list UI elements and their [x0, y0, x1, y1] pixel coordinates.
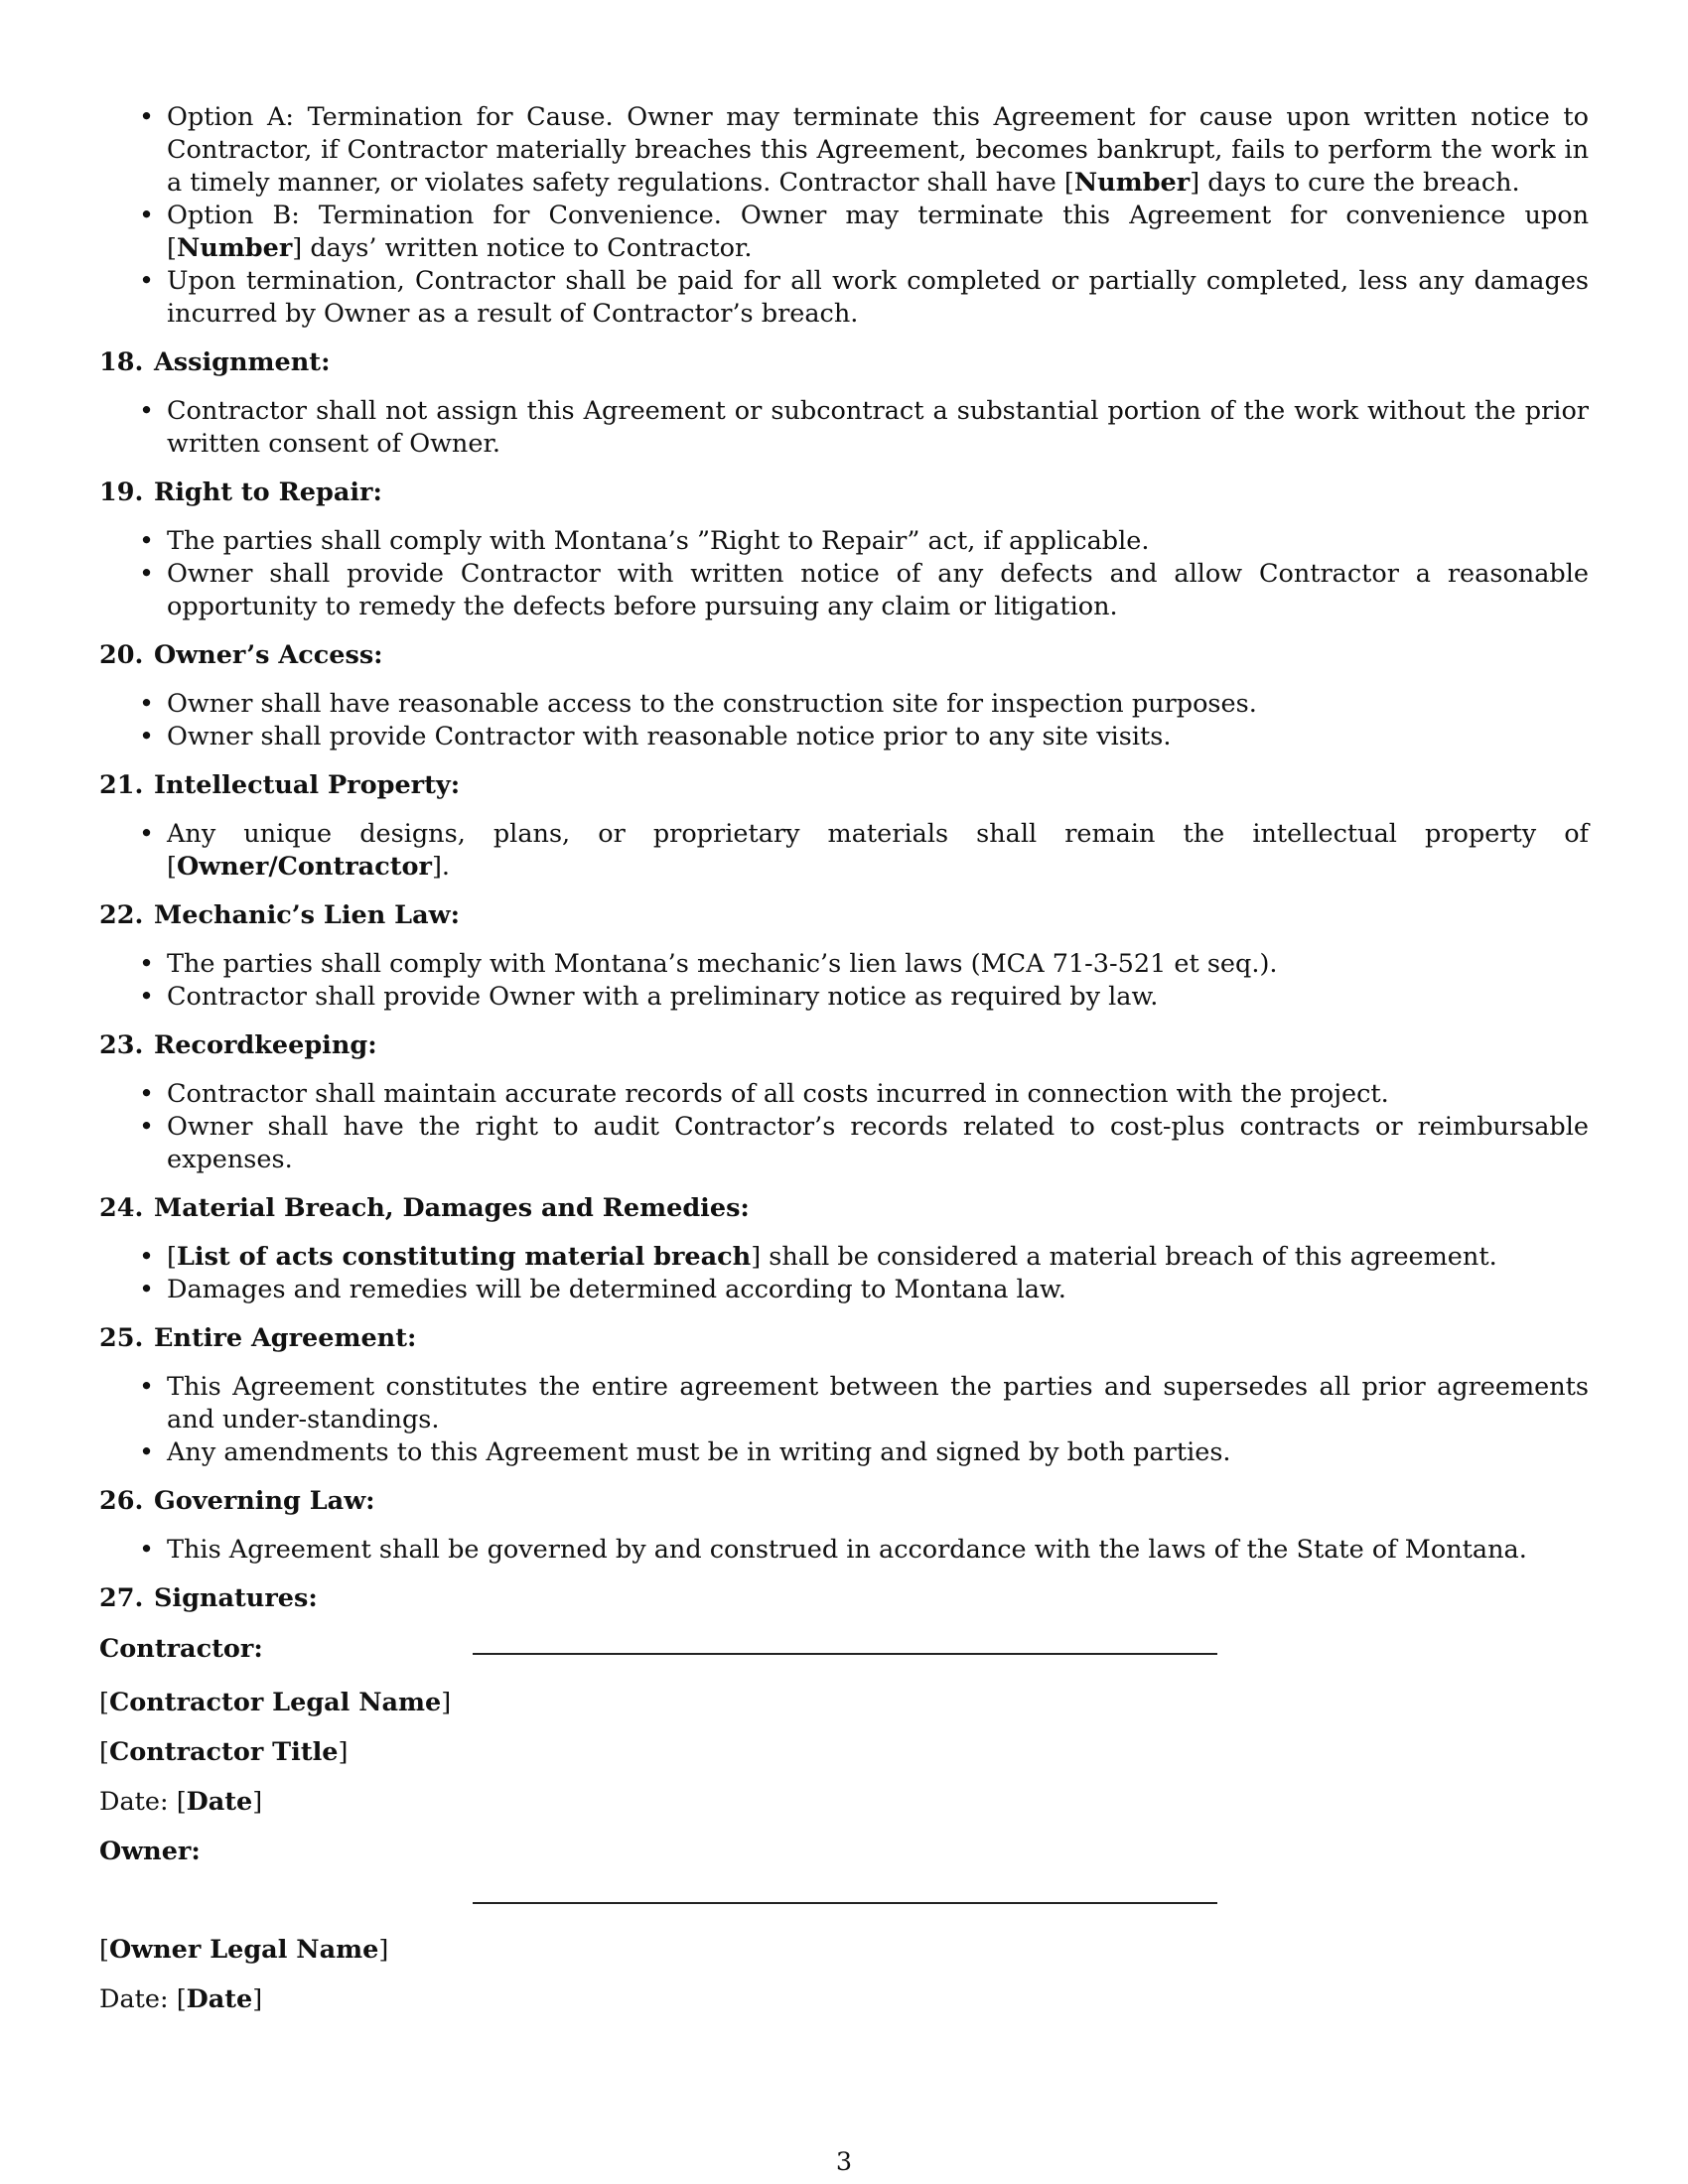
section-list	[99, 395, 1589, 461]
owner-date: Date: [Date]	[99, 1984, 263, 2014]
contractor-date: Date: [Date]	[99, 1787, 263, 1817]
list-item: • The parties shall comply with Montana’s ”Right to Repair” act, if applicable.	[139, 526, 1150, 556]
section-list	[99, 1534, 1589, 1567]
section-heading: 22. Mechanic’s Lien Law:	[99, 900, 460, 930]
section-list	[99, 1241, 1589, 1306]
list-item: • Upon termination, Contractor shall be paid for all work completed or partially completed, less any damages incurred by Owner as a result of Contractor’s breach.	[139, 266, 1589, 329]
section-list	[99, 525, 1589, 623]
section-heading: 26. Governing Law:	[99, 1486, 375, 1516]
section-heading: 24. Material Breach, Damages and Remedies:	[99, 1193, 750, 1223]
contractor-name: [Contractor Legal Name]	[99, 1688, 452, 1717]
contractor-signature-line	[473, 1653, 1217, 1655]
page-number: 3	[835, 2147, 853, 2177]
section-heading: 25. Entire Agreement:	[99, 1323, 417, 1353]
list-item: • Contractor shall provide Owner with a preliminary notice as required by law.	[139, 982, 1159, 1012]
section-heading: 20. Owner’s Access:	[99, 640, 383, 670]
list-item: • Option B: Termination for Convenience. Owner may terminate this Agreement for convenience upon [Number] days’ written notice to Contractor.	[139, 201, 1589, 263]
section-list	[99, 1078, 1589, 1176]
list-item: • Owner shall provide Contractor with written notice of any defects and allow Contractor a reasonable opportunity to remedy the defects before pursuing any claim or litigation.	[139, 559, 1589, 621]
list-item: • This Agreement shall be governed by and construed in accordance with the laws of the State of Montana.	[139, 1535, 1527, 1565]
list-item: • Owner shall have the right to audit Contractor’s records related to cost-plus contracts or reimbursable expenses.	[139, 1112, 1589, 1174]
termination-list	[99, 101, 1589, 331]
section-list	[99, 818, 1589, 884]
section-list	[99, 1371, 1589, 1469]
owner-name: [Owner Legal Name]	[99, 1935, 389, 1965]
section-heading: 21. Intellectual Property:	[99, 770, 461, 800]
list-item: • Owner shall have reasonable access to the construction site for inspection purposes.	[139, 689, 1257, 719]
list-item: • Damages and remedies will be determined according to Montana law.	[139, 1275, 1066, 1304]
contractor-label: Contractor:	[99, 1634, 263, 1664]
list-item: • Contractor shall maintain accurate records of all costs incurred in connection with the project.	[139, 1079, 1389, 1109]
contractor-title: [Contractor Title]	[99, 1737, 349, 1767]
list-item: • [List of acts constituting material breach] shall be considered a material breach of this agreement.	[139, 1242, 1497, 1272]
list-item: • Any amendments to this Agreement must be in writing and signed by both parties.	[139, 1437, 1231, 1467]
section-heading: 23. Recordkeeping:	[99, 1030, 377, 1060]
owner-label: Owner:	[99, 1837, 201, 1866]
list-item: • The parties shall comply with Montana’s mechanic’s lien laws (MCA 71-3-521 et seq.).	[139, 949, 1278, 979]
list-item: • This Agreement constitutes the entire agreement between the parties and supersedes all prior agreements and under-standings.	[139, 1372, 1589, 1434]
section-heading: 19. Right to Repair:	[99, 478, 382, 507]
list-item: • Contractor shall not assign this Agreement or subcontract a substantial portion of the work without the prior written consent of Owner.	[139, 396, 1589, 459]
list-item: • Owner shall provide Contractor with reasonable notice prior to any site visits.	[139, 722, 1172, 751]
section-list	[99, 948, 1589, 1014]
section-heading: 18. Assignment:	[99, 347, 331, 377]
owner-signature-line	[473, 1902, 1217, 1904]
section-list	[99, 688, 1589, 753]
section-heading: 27. Signatures:	[99, 1583, 318, 1613]
document-page	[99, 101, 1589, 1666]
list-item: • Option A: Termination for Cause. Owner may terminate this Agreement for cause upon written notice to Contractor, if Contractor materially breaches this Agreement, becomes bankrupt, fails to perform the work in a timely manner, or violates safety regulations. Contractor shall have [Number] days to cure the breach.	[139, 102, 1589, 198]
list-item: • Any unique designs, plans, or proprietary materials shall remain the intellectual property of [Owner/Contractor].	[139, 819, 1589, 882]
